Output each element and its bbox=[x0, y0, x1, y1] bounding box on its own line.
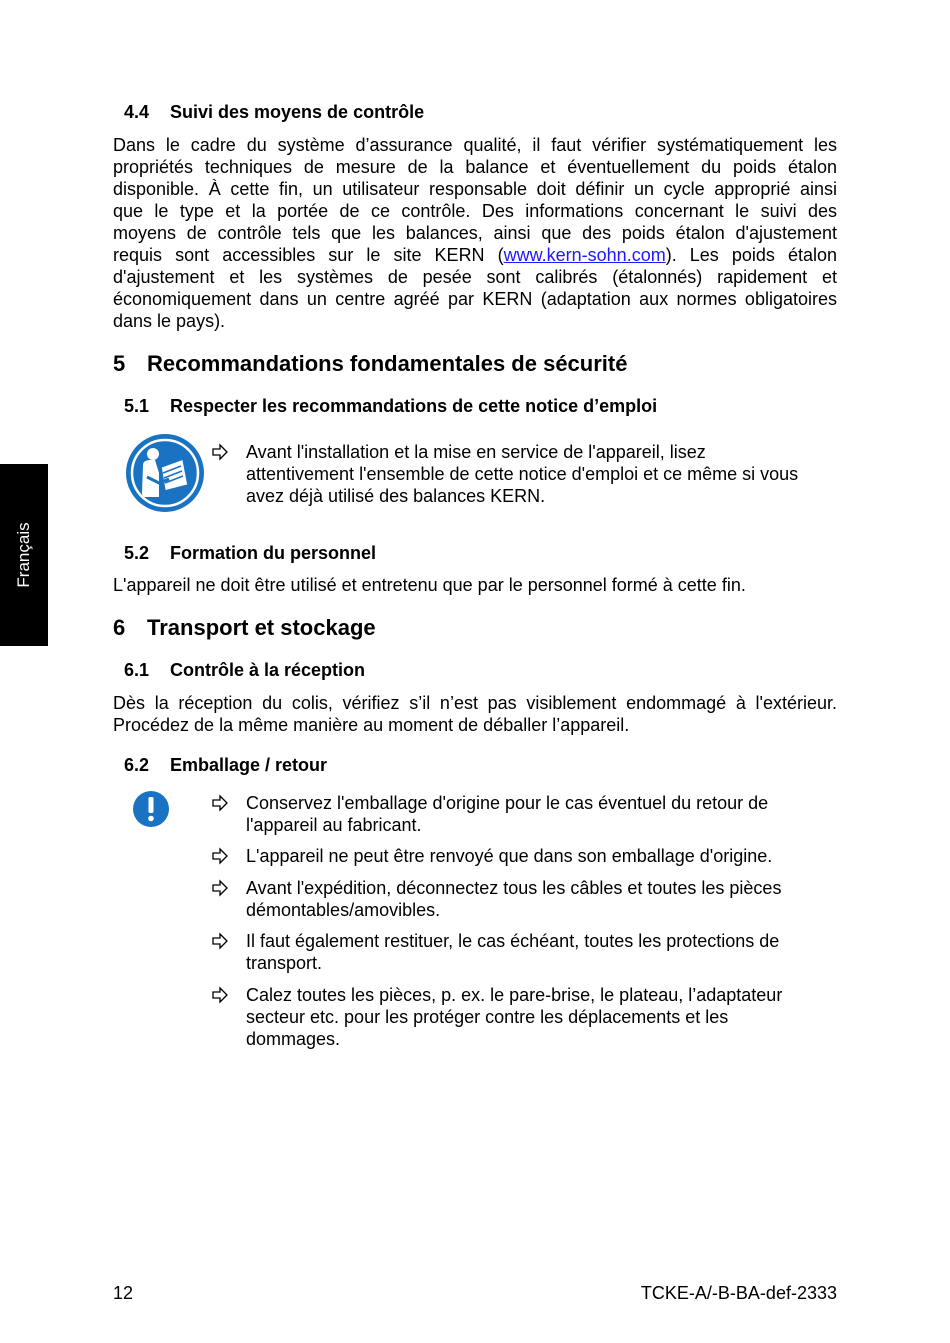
bullet-item bbox=[211, 441, 841, 507]
arrow-right-icon bbox=[211, 984, 229, 1006]
heading-title: Suivi des moyens de contrôle bbox=[170, 102, 425, 122]
bullet-line: Avant l'expédition, déconnectez tous les câbles et toutes les pièces bbox=[246, 878, 782, 898]
heading-6-1 bbox=[124, 660, 844, 684]
language-side-tab bbox=[0, 464, 48, 646]
heading-5-1 bbox=[124, 396, 844, 420]
heading-number: 6.2 bbox=[124, 755, 150, 775]
paragraph-line: dans le pays). bbox=[113, 311, 226, 331]
bullet-item bbox=[211, 984, 841, 1050]
heading-5 bbox=[113, 351, 833, 379]
paragraph-line: Dans le cadre du système d’assurance qualité, il faut vérifier systématiquement les bbox=[113, 135, 837, 155]
paragraph-line: Procédez de la même manière au moment de déballer l’appareil. bbox=[113, 715, 630, 735]
bullet-line: l'appareil au fabricant. bbox=[246, 815, 422, 835]
heading-6-2 bbox=[124, 755, 844, 779]
heading-number: 6.1 bbox=[124, 660, 150, 680]
heading-number: 6 bbox=[113, 615, 126, 640]
attention-icon bbox=[132, 790, 170, 828]
bullet-line: secteur etc. pour les protéger contre les déplacements et les bbox=[246, 1007, 729, 1027]
heading-title: Transport et stockage bbox=[147, 615, 376, 640]
heading-number: 5.2 bbox=[124, 543, 150, 563]
paragraph-line: économiquement dans un centre agréé par KERN (adaptation aux normes obligatoires bbox=[113, 289, 837, 309]
bullet-item bbox=[211, 845, 841, 867]
heading-title: Emballage / retour bbox=[170, 755, 328, 775]
heading-number: 4.4 bbox=[124, 102, 150, 122]
kern-website-link[interactable]: www.kern-sohn.com bbox=[503, 245, 666, 265]
read-manual-icon bbox=[125, 433, 205, 513]
language-tab-label: Français bbox=[14, 522, 33, 588]
bullet-line: démontables/amovibles. bbox=[246, 900, 441, 920]
page-number: 12 bbox=[113, 1283, 134, 1303]
bullet-text bbox=[246, 877, 781, 921]
heading-4-4 bbox=[124, 102, 844, 126]
bullet-line: Il faut également restituer, le cas échéant, toutes les protections de bbox=[246, 931, 780, 951]
paragraph-6-1 bbox=[113, 692, 837, 736]
bullet-line: attentivement l'ensemble de cette notice d'emploi et ce même si vous bbox=[246, 464, 799, 484]
paragraph-line: d'ajustement et les systèmes de pesée sont calibrés (étalonnés) rapidement et bbox=[113, 267, 837, 287]
heading-title: Recommandations fondamentales de sécurité bbox=[147, 351, 628, 376]
bullet-line: dommages. bbox=[246, 1029, 341, 1049]
bullet-line: Avant l'installation et la mise en service de l'appareil, lisez bbox=[246, 442, 706, 462]
paragraph-line: que le type et la portée de ce contrôle. Des informations concernant le suivi des bbox=[113, 201, 837, 221]
bullet-line: Conservez l'emballage d'origine pour le cas éventuel du retour de bbox=[246, 793, 769, 813]
paragraph-line: moyens de contrôle tels que les balances, ainsi que des poids étalon d'ajustement bbox=[113, 223, 837, 243]
text-before-link: requis sont accessibles sur le site KERN ( bbox=[113, 245, 504, 265]
paragraph-5-2: L'appareil ne doit être utilisé et entretenu que par le personnel formé à cette fin. bbox=[113, 575, 746, 595]
paragraph-line: disponible. À cette fin, un utilisateur responsable doit définir un cycle approprié ainsi bbox=[113, 179, 837, 199]
text-after-link: ). Les poids étalon bbox=[665, 245, 838, 265]
heading-number: 5 bbox=[113, 351, 126, 376]
bullet-item bbox=[211, 792, 841, 836]
paragraph-line: Dès la réception du colis, vérifiez s’il n’est pas visiblement endommagé à l'extérieur. bbox=[113, 693, 837, 713]
bullet-text bbox=[246, 930, 779, 974]
arrow-right-icon bbox=[211, 792, 229, 814]
arrow-right-icon bbox=[211, 930, 229, 952]
arrow-right-icon bbox=[211, 845, 229, 867]
heading-5-2 bbox=[124, 543, 844, 567]
arrow-right-icon bbox=[211, 877, 229, 899]
bullet-item bbox=[211, 877, 841, 921]
bullet-text bbox=[246, 441, 798, 507]
paragraph-4-4 bbox=[113, 134, 837, 332]
heading-title: Contrôle à la réception bbox=[170, 660, 366, 680]
heading-title: Respecter les recommandations de cette notice d’emploi bbox=[170, 396, 658, 416]
bullet-line: Calez toutes les pièces, p. ex. le pare-brise, le plateau, l’adaptateur bbox=[246, 985, 783, 1005]
bullet-line: avez déjà utilisé des balances KERN. bbox=[246, 486, 546, 506]
bullet-text bbox=[246, 984, 782, 1050]
heading-6 bbox=[113, 615, 833, 643]
bullet-line: transport. bbox=[246, 953, 323, 973]
document-id: TCKE-A/-B-BA-def-2333 bbox=[640, 1283, 837, 1303]
heading-title: Formation du personnel bbox=[170, 543, 377, 563]
bullet-item bbox=[211, 930, 841, 974]
paragraph-line: propriétés techniques de mesure de la balance et éventuellement du poids étalon bbox=[113, 157, 837, 177]
bullet-text bbox=[246, 792, 768, 836]
bullet-line: L'appareil ne peut être renvoyé que dans son emballage d'origine. bbox=[246, 846, 773, 866]
bullet-text bbox=[246, 845, 772, 867]
arrow-right-icon bbox=[211, 441, 229, 463]
paragraph-line-with-link bbox=[113, 244, 837, 266]
heading-number: 5.1 bbox=[124, 396, 150, 416]
